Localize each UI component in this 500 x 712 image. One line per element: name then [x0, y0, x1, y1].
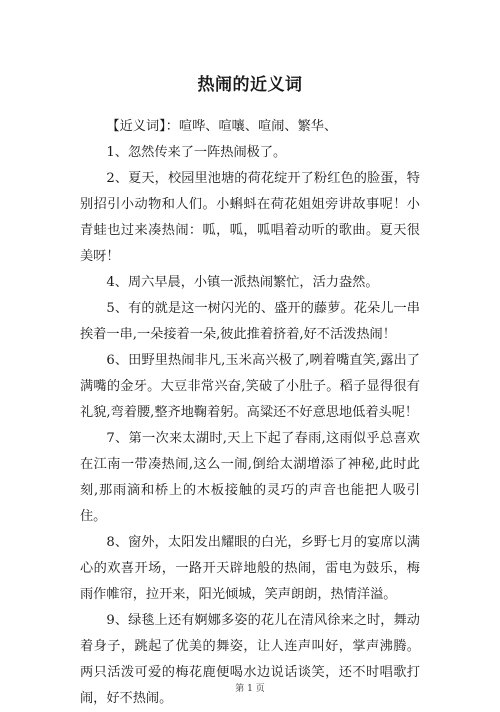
- page-number: 第 1 页: [235, 684, 265, 694]
- document-body: [80, 114, 420, 712]
- paragraph-example-4: 4、周六早晨，小镇一派热闹繁忙，活力盎然。: [106, 275, 379, 290]
- paragraph-example-5: 5、有的就是这一树闪光的、盛开的藤萝。花朵儿一串挨着一串,一朵接着一朵,彼此推着挤着,好不活泼热闹！: [80, 301, 420, 342]
- paragraph-example-6: 6、田野里热闹非凡,玉米高兴极了,咧着嘴直笑,露出了满嘴的金牙。大豆非常兴奋,笑破了小肚子。稻子显得很有礼貌,弯着腰,整齐地鞠着躬。高粱还不好意思地低着头呢！: [80, 353, 420, 420]
- paragraph-example-8: 8、窗外，太阳发出耀眼的白光，乡野七月的宴席以满心的欢喜开场，一路开天辟地般的热闹，雷电为鼓乐，梅雨作帷帘，拉开来，阳光倾城，笑声朗朗，热情洋溢。: [80, 535, 420, 602]
- paragraph-example-9: 9、绿毯上还有婀娜多姿的花儿在清风徐来之时，舞动着身子，跳起了优美的舞姿，让人连声叫好，掌声沸腾。两只活泼可爱的梅花鹿便喝水边说话谈笑，还不时唱歌打闹，好不热闹。: [80, 613, 420, 706]
- paragraph-example-1: 1、忽然传来了一阵热闹极了。: [106, 145, 287, 160]
- paragraph-synonyms: 【近义词】：喧哗、喧嚷、喧闹、繁华、: [106, 119, 338, 134]
- paragraph-example-7: 7、第一次来太湖时,天上下起了春雨,这雨似乎总喜欢在江南一带凑热闹,这么一闹,倒给太湖增添了神秘,此时此刻,那雨滴和桥上的木板接触的灵巧的声音也能把人吸引住。: [80, 431, 420, 524]
- document-title: 热闹的近义词: [197, 75, 303, 95]
- paragraph-example-2: 2、夏天，校园里池塘的荷花绽开了粉红色的脸蛋，特别招引小动物和人们。小蝌蚪在荷花姐姐旁讲故事呢！小青蛙也过来凑热闹：呱，呱，呱唱着动听的歌曲。夏天很美呀！: [80, 171, 420, 264]
